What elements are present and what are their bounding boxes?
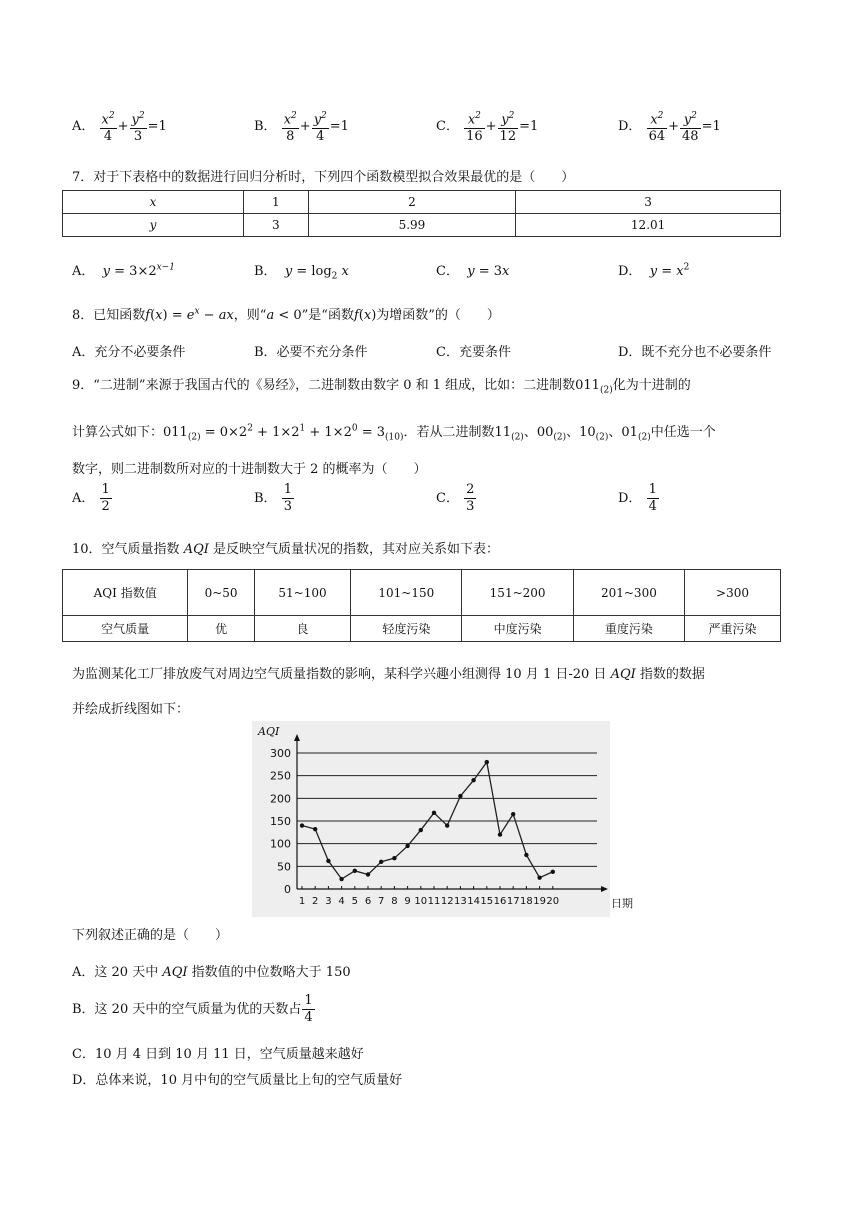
- y-axis-label: AQI: [258, 725, 280, 738]
- aqi-table-range-cell: 101~150: [351, 570, 462, 616]
- q9-line2: 计算公式如下：$011_{(2)} = 0\times 2^2 + 1\times 2^1 + 1\times 2^0 = 3_{(10)}$．若从二进制数$11_{(2)}$、$00_{(2)}$、$10_{(2)}$、$01_{(2)}$中任选一个: [72, 423, 716, 443]
- data-point: [392, 856, 396, 860]
- q8-option-d: D．既不充分也不必要条件: [618, 345, 772, 360]
- chart-svg: [252, 721, 633, 917]
- q10-para2: 并绘成折线图如下：: [72, 702, 190, 717]
- q9-line1: 9．“二进制”来源于我国古代的《易经》，二进制数由数字 0 和 1 组成，比如：二进制数$011_{(2)}$化为十进制的: [72, 378, 691, 396]
- aqi-table-range-cell: AQI 指数值: [63, 570, 188, 616]
- aqi-table-range-cell: 151~200: [462, 570, 573, 616]
- data-point: [419, 828, 423, 832]
- q7-cell: 3: [516, 191, 781, 214]
- y-tick-label: 250: [270, 769, 291, 783]
- q7-cell: 5.99: [308, 214, 516, 237]
- q9-line3: 数字，则二进制数所对应的十进制数大于 2 的概率为（ ）: [72, 462, 427, 477]
- x-tick-label: 20: [546, 896, 560, 907]
- x-axis-arrow: [601, 886, 608, 892]
- q7-cell: y: [63, 214, 244, 237]
- q6-option-b: B． $\frac{x^2}{8}$ + $\frac{y^2}{4}$ =1: [254, 108, 349, 145]
- y-tick-label: 150: [270, 815, 291, 828]
- data-point: [379, 860, 383, 864]
- aqi-table-quality-cell: 优: [188, 616, 254, 642]
- x-tick-label: 18: [520, 896, 533, 907]
- q7-cell: x: [63, 191, 244, 214]
- data-point: [471, 778, 475, 782]
- y-tick-label: 200: [270, 792, 291, 806]
- aqi-table-range-cell: 0~50: [188, 570, 254, 616]
- q10-option-c: C．10 月 4 日到 10 月 11 日，空气质量越来越好: [72, 1047, 364, 1062]
- aqi-table-quality-cell: 良: [254, 616, 350, 642]
- y-tick-label: 100: [270, 837, 291, 851]
- data-point: [326, 859, 330, 863]
- data-point: [551, 870, 555, 874]
- x-tick-label: 5: [351, 896, 358, 907]
- data-point: [511, 812, 515, 816]
- aqi-table-range-cell: 51~100: [254, 570, 350, 616]
- x-tick-label: 14: [467, 896, 480, 907]
- q10-option-d: D．总体来说，10 月中旬的空气质量比上旬的空气质量好: [72, 1073, 403, 1088]
- data-point: [485, 760, 489, 764]
- data-point: [432, 811, 436, 815]
- x-tick-label: 15: [480, 896, 494, 907]
- q7-cell: 1: [244, 191, 309, 214]
- q7-cell: 3: [244, 214, 309, 237]
- x-tick-label: 1: [298, 896, 306, 907]
- data-point: [498, 832, 502, 836]
- x-tick-label: 6: [364, 896, 372, 907]
- q10-stem: 10．空气质量指数 AQI 是反映空气质量状况的指数，其对应关系如下表：: [72, 542, 500, 557]
- q7-option-a: A． $y = 3\times 2^{x-1}$: [72, 262, 175, 279]
- q10-para1: 为监测某化工厂排放废气对周边空气质量指数的影响，某科学兴趣小组测得 10 月 1 日-20 日 AQI 指数的数据: [72, 667, 705, 682]
- x-tick-label: 17: [506, 896, 520, 907]
- q7-option-d: D． $y = x^2$: [618, 262, 690, 279]
- data-point: [458, 794, 462, 798]
- x-tick-label: 3: [325, 896, 332, 907]
- q10-option-a: A．这 20 天中 AQI 指数值的中位数略大于 150: [72, 965, 351, 980]
- q7-table: [62, 190, 781, 237]
- q7-cell: 2: [308, 191, 516, 214]
- aqi-table-quality-cell: 中度污染: [462, 616, 573, 642]
- q8-option-c: C．充要条件: [436, 345, 511, 360]
- aqi-table-quality-cell: 轻度污染: [351, 616, 462, 642]
- aqi-table-quality-cell: 重度污染: [573, 616, 684, 642]
- aqi-line-chart: [252, 721, 633, 917]
- aqi-table-range-cell: 201~300: [573, 570, 684, 616]
- q6-option-c: C． $\frac{x^2}{16}$ + $\frac{y^2}{12}$ =1: [436, 108, 538, 145]
- q7-stem: 7．对于下表格中的数据进行回归分析时，下列四个函数模型拟合效果最优的是（ ）: [72, 170, 575, 185]
- aqi-table-quality-cell: 空气质量: [63, 616, 188, 642]
- q8-option-a: A．充分不必要条件: [72, 345, 186, 360]
- x-tick-label: 12: [440, 896, 454, 907]
- y-tick-label: 0: [284, 883, 291, 896]
- q9-option-c: C． $\frac{2}{3}$: [436, 482, 475, 514]
- x-tick-label: 11: [427, 896, 441, 907]
- x-tick-label: 7: [378, 896, 385, 907]
- data-point: [339, 877, 343, 881]
- x-tick-label: 10: [414, 896, 428, 907]
- q6-option-a: A． $\frac{x^2}{4}$ + $\frac{y^2}{3}$ =1: [72, 108, 167, 145]
- q8-stem: 8．已知函数$f(x) = e^x$ − ax，则“a < 0”是“函数f(x)为增函数”的（ ）: [72, 306, 500, 323]
- x-axis-label: 日期: [611, 897, 633, 910]
- q7-option-c: C． y = 3x: [436, 264, 510, 279]
- y-axis-arrow: [294, 734, 300, 741]
- x-tick-label: 13: [454, 896, 467, 907]
- q7-cell: 12.01: [516, 214, 781, 237]
- y-tick-label: 50: [277, 860, 291, 874]
- x-tick-label: 4: [338, 896, 345, 907]
- q10-option-b: B．这 20 天中的空气质量为优的天数占 $\frac{1}{4}$: [72, 993, 313, 1025]
- q9-option-d: D． $\frac{1}{4}$: [618, 482, 657, 514]
- aqi-table-range-cell: >300: [685, 570, 781, 616]
- q6-option-d: D． $\frac{x^2}{64}$ + $\frac{y^2}{48}$ =1: [618, 108, 721, 145]
- x-tick-label: 9: [404, 896, 411, 907]
- data-point: [366, 872, 370, 876]
- aqi-table-quality-cell: 严重污染: [685, 616, 781, 642]
- x-tick-label: 8: [391, 896, 398, 907]
- data-point: [405, 844, 409, 848]
- q7-option-b: B． $y = \log_2 x$: [254, 264, 349, 282]
- data-point: [353, 869, 357, 873]
- x-tick-label: 19: [533, 896, 546, 907]
- data-point: [300, 823, 304, 827]
- q9-option-a: A． $\frac{1}{2}$: [72, 482, 110, 514]
- y-tick-label: 300: [270, 747, 291, 760]
- data-point: [537, 875, 541, 879]
- q8-option-b: B．必要不充分条件: [254, 345, 368, 360]
- q9-option-b: B． $\frac{1}{3}$: [254, 482, 292, 514]
- x-tick-label: 2: [312, 896, 319, 907]
- data-point: [313, 827, 317, 831]
- q10-table: [62, 569, 781, 642]
- data-point: [524, 853, 528, 857]
- data-point: [445, 823, 449, 827]
- q10-question: 下列叙述正确的是（ ）: [72, 928, 229, 943]
- x-tick-label: 16: [493, 896, 507, 907]
